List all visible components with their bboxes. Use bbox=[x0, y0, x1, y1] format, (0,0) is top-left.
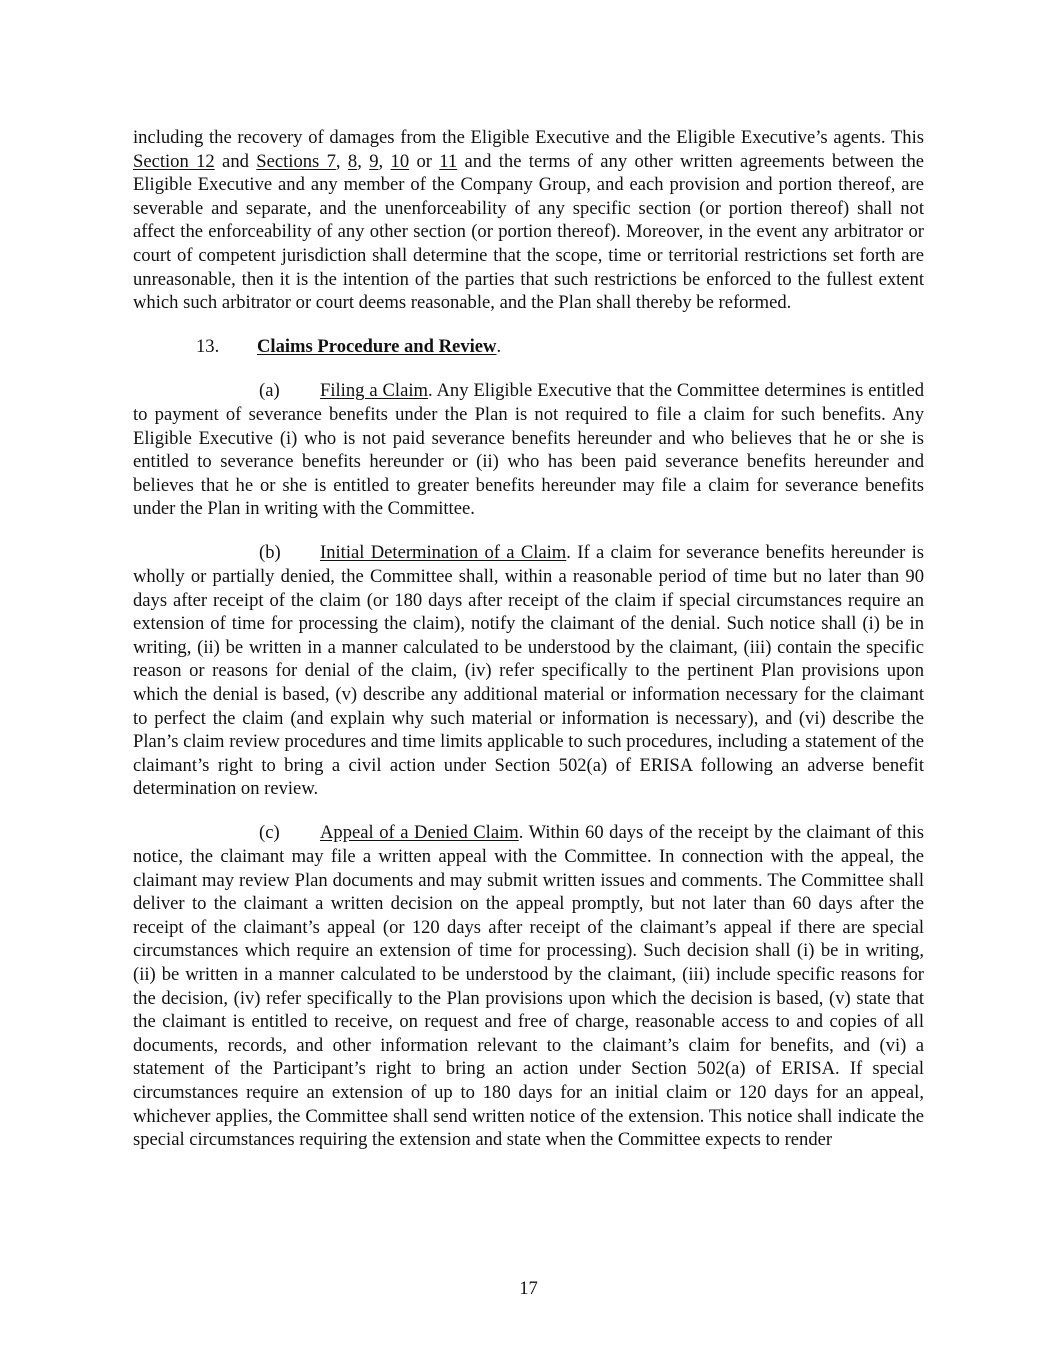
page-content bbox=[133, 126, 924, 1152]
sections-7-link[interactable]: Sections 7 bbox=[256, 150, 336, 172]
subsection-body: . Within 60 days of the receipt by the claimant of this notice, the claimant may file a written appeal with the Committee. In connection with the appeal, the claimant may review Plan documents and may submit written issues and comments. The Committee shall deliver to the claimant a written decision on the appeal promptly, but not later than 60 days after the receipt of the claimant’s appeal (or 120 days after receipt of the claimant’s appeal if there are special circumstances which require an extension of time for processing). Such decision shall (i) be in writing, (ii) be written in a manner calculated to be understood by the claimant, (iii) include specific reasons for the decision, (iv) refer specifically to the Plan provisions upon which the decision is based, (v) state that the claimant is entitled to receive, on request and free of charge, reasonable access to and copies of all documents, records, and other information relevant to the claimant’s claim for benefits, and (vi) a statement of the Participant’s right to bring an action under Section 502(a) of ERISA. If special circumstances require an extension of up to 180 days for an initial claim or 120 days for an appeal, whichever applies, the Committee shall send written notice of the extension. This notice shall indicate the special circumstances requiring the extension and state when the Committee expects to render bbox=[133, 822, 924, 1151]
text-run: , bbox=[378, 150, 391, 172]
subsection-title: Appeal of a Denied Claim bbox=[320, 822, 519, 844]
section-12-continuation bbox=[133, 126, 924, 315]
text-run: and the terms of any other written agreements between the Eligible Executive and any member of the Company Group, and each provision and portion thereof, are severable and separate, and the unenforceability of any specific section (or portion thereof) shall not affect the enforceability of any other section (or portion thereof). Moreover, in the event any arbitrator or court of competent jurisdiction shall determine that the scope, time or territorial restrictions set forth are unreasonable, then it is the intention of the parties that such restrictions be enforced to the fullest extent which such arbitrator or court deems reasonable, and the Plan shall thereby be reformed. bbox=[133, 150, 925, 314]
subsection-label: (b) bbox=[259, 542, 281, 564]
section-11-link[interactable]: 11 bbox=[439, 150, 458, 172]
text-run: or bbox=[409, 150, 440, 172]
title-period: . bbox=[496, 336, 502, 358]
section-10-link[interactable]: 10 bbox=[390, 150, 410, 172]
page-number: 17 bbox=[519, 1278, 538, 1299]
subsection-label: (a) bbox=[259, 380, 280, 402]
text-run: and bbox=[214, 150, 257, 172]
text-run: including the recovery of damages from the Eligible Executive and the Eligible Executive’s agents. This bbox=[133, 127, 924, 148]
subsection-body: . If a claim for severance benefits hereunder is wholly or partially denied, the Committee shall, within a reasonable period of time but no later than 90 days after receipt of the claim (or 180 days after receipt of the claim if special circumstances require an extension of time for processing the claim), notify the claimant of the denial. Such notice shall (i) be in writing, (ii) be written in a manner calculated to be understood by the claimant, (iii) contain the specific reason or reasons for denial of the claim, (iv) refer specifically to the pertinent Plan provisions upon which the denial is based, (v) describe any additional material or information necessary for the claimant to perfect the claim (and explain why such material or information is necessary), and (vi) describe the Plan’s claim review procedures and time limits applicable to such procedures, including a statement of the claimant’s right to bring a civil action under Section 502(a) of ERISA following an adverse benefit determination on review. bbox=[133, 542, 924, 800]
subsection-body: . Any Eligible Executive that the Committee determines is entitled to payment of severance benefits under the Plan is not required to file a claim for such benefits. Any Eligible Executive (i) who is not paid severance benefits hereunder and who believes that he or she is entitled to severance benefits hereunder or (ii) who has been paid severance benefits hereunder and believes that he or she is entitled to greater benefits hereunder may file a claim for severance benefits under the Plan in writing with the Committee. bbox=[133, 380, 924, 520]
subsection-a bbox=[133, 379, 924, 521]
section-title: Claims Procedure and Review bbox=[257, 336, 497, 358]
section-9-link[interactable]: 9 bbox=[369, 150, 379, 172]
subsection-label: (c) bbox=[259, 822, 280, 844]
text-run: , bbox=[335, 150, 348, 172]
subsection-title: Initial Determination of a Claim bbox=[320, 542, 567, 564]
subsection-c bbox=[133, 821, 924, 1151]
section-12-link[interactable]: Section 12 bbox=[133, 150, 215, 172]
section-8-link[interactable]: 8 bbox=[347, 150, 358, 172]
section-number: 13. bbox=[196, 336, 220, 358]
subsection-b bbox=[133, 541, 924, 801]
section-13-heading bbox=[133, 335, 924, 359]
text-run: , bbox=[357, 150, 370, 172]
subsection-title: Filing a Claim bbox=[320, 380, 428, 402]
